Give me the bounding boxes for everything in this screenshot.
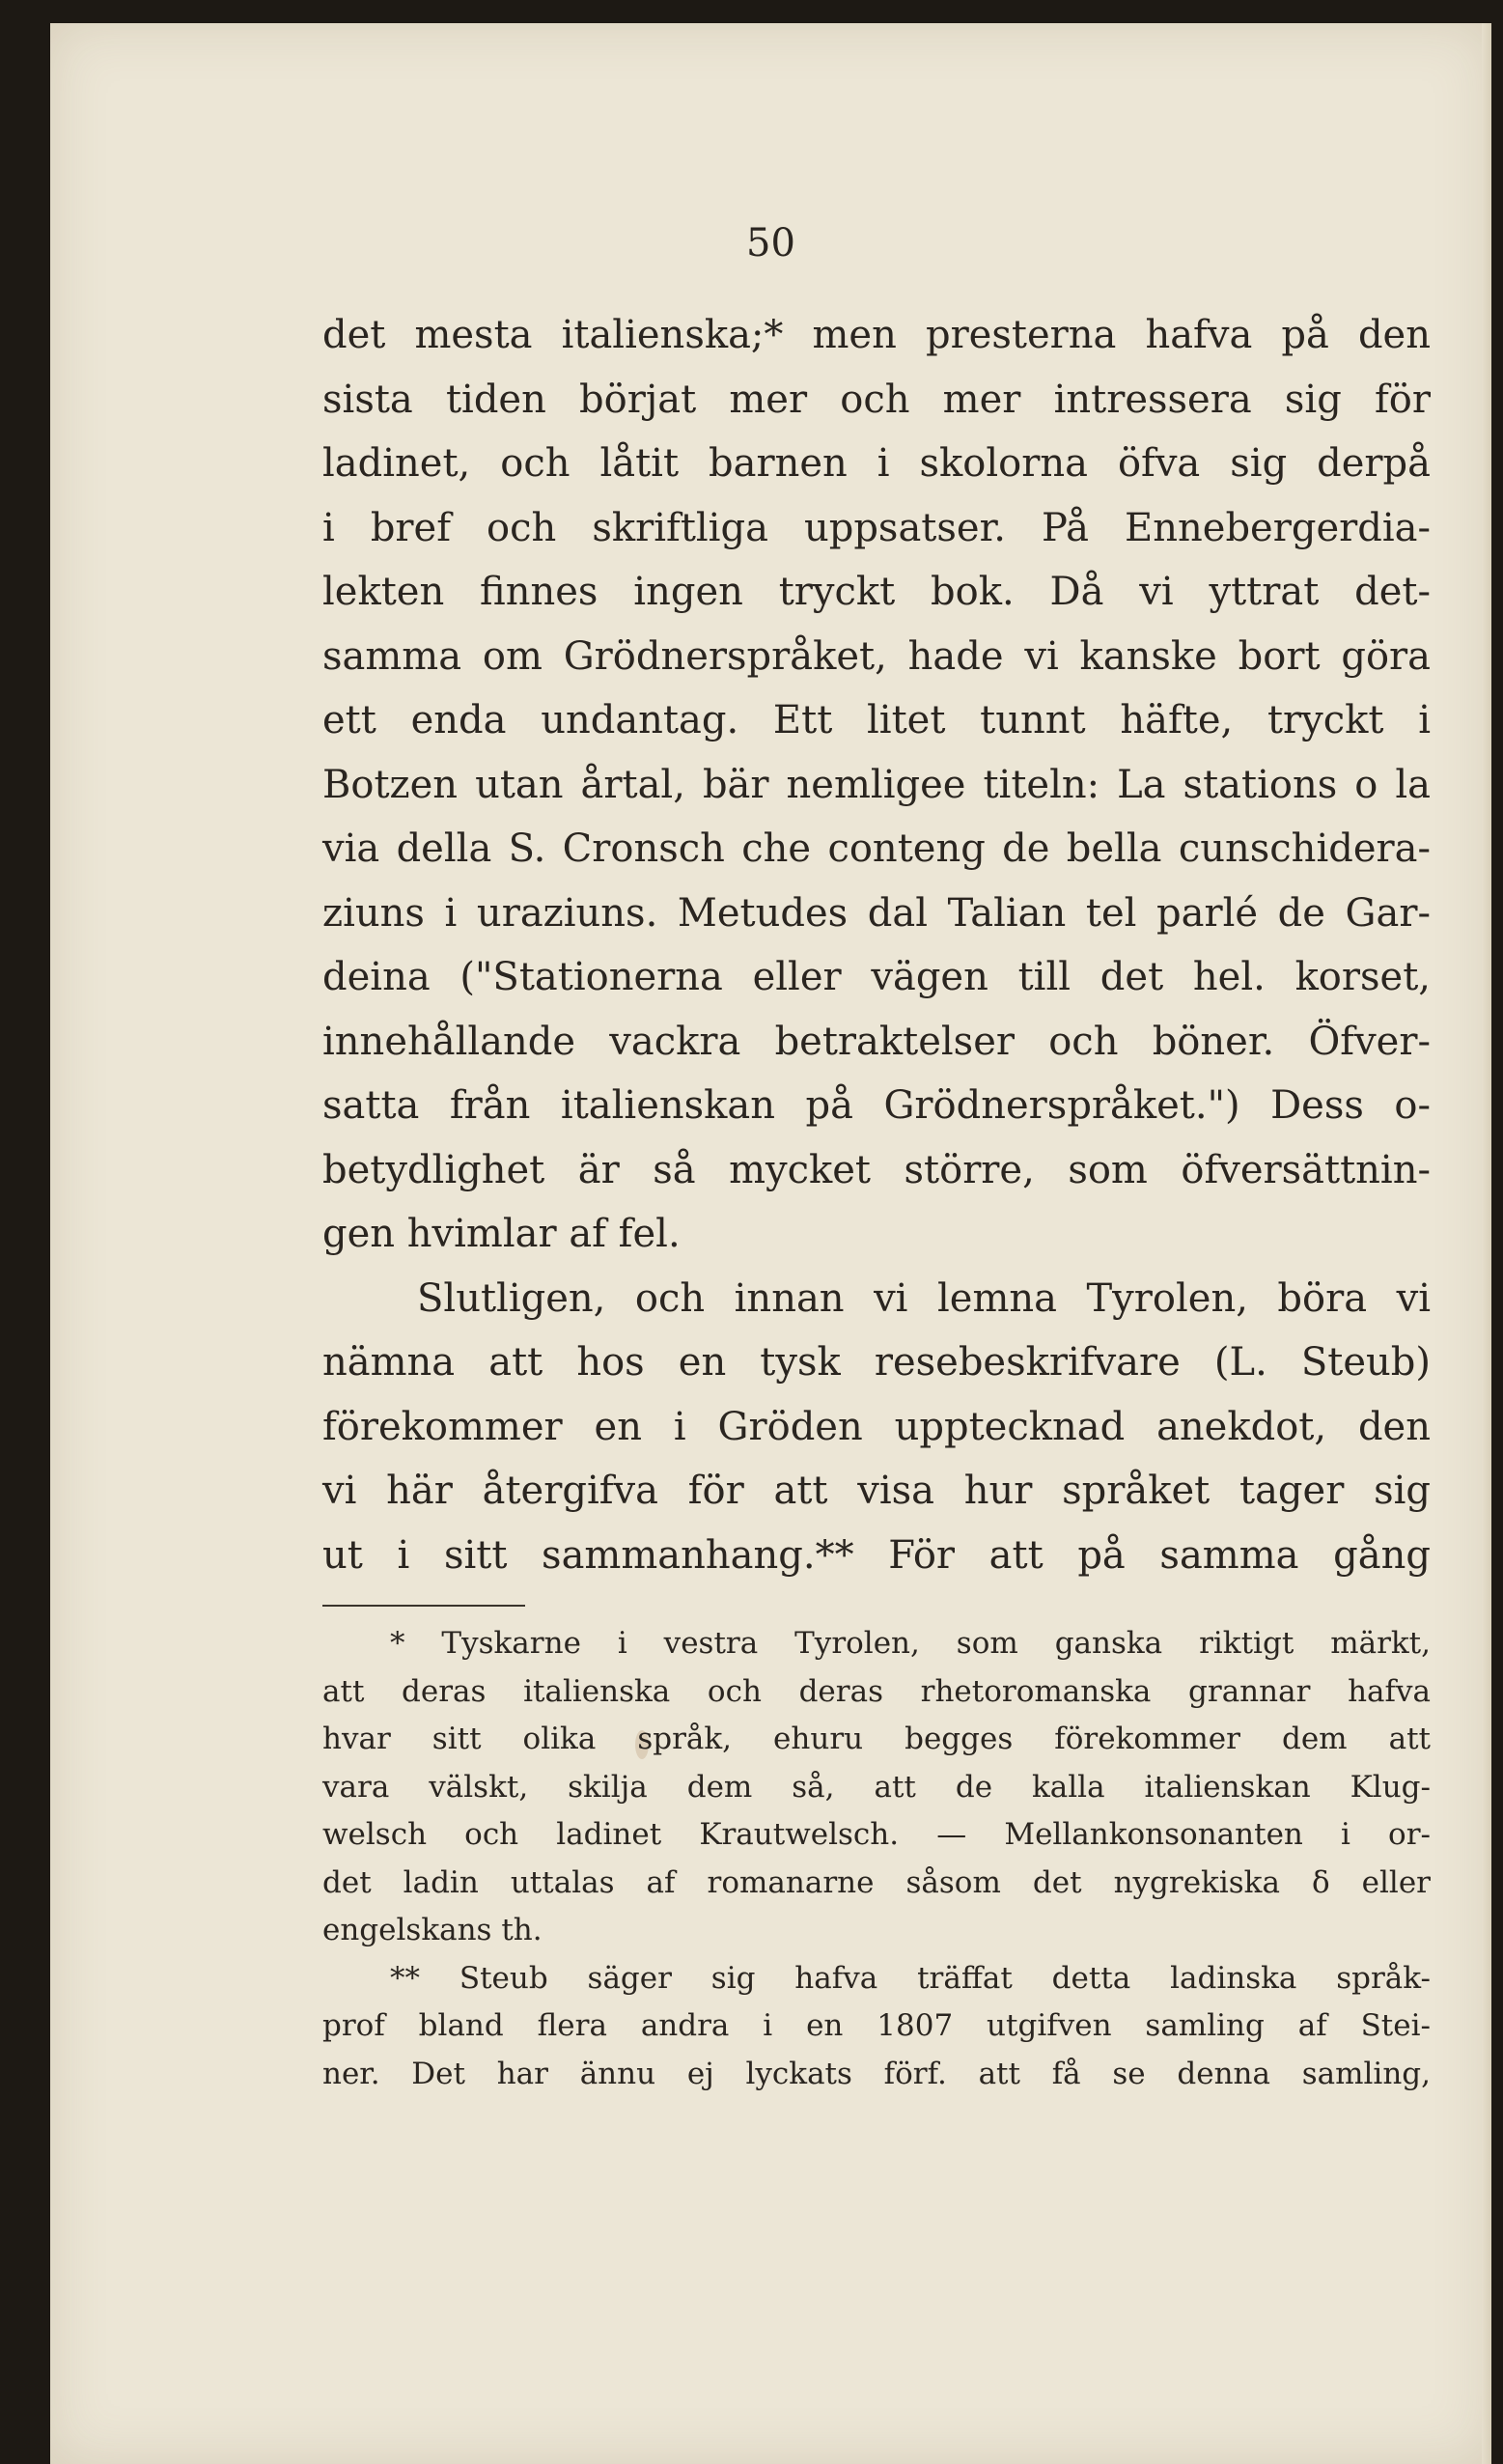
text-line: sista tiden börjat mer och mer intressera sig för	[322, 377, 1431, 422]
text-line: ut i sitt sammanhang.** För att på samma gång	[322, 1532, 1431, 1578]
text-line: nämna att hos en tysk resebeskrifvare (L. Steub)	[322, 1340, 1431, 1385]
text-line: innehållande vackra betraktelser och böner. Öfver-	[322, 1019, 1431, 1064]
text-line: förekommer en i Gröden upptecknad anekdot, den	[322, 1404, 1431, 1449]
text-line: lekten finnes ingen tryckt bok. Då vi yttrat det-	[322, 570, 1431, 614]
footnote-line: det ladin uttalas af romanarne såsom det nygrekiska δ eller	[322, 1864, 1431, 1900]
text-line: Slutligen, och innan vi lemna Tyrolen, böra vi	[417, 1275, 1431, 1321]
page-edge	[1482, 23, 1491, 2464]
main-text	[322, 303, 1431, 2098]
text-line: det mesta italienska;* men presterna hafva på den	[322, 313, 1431, 357]
text-line: satta från italienskan på Grödnerspråket.") Dess o-	[322, 1083, 1431, 1128]
footnote-line: att deras italienska och deras rhetoromanska grannar hafva	[322, 1673, 1431, 1709]
footnote-divider	[322, 1605, 525, 1607]
footnote-line: engelskans th.	[322, 1913, 543, 1947]
text-line: i bref och skriftliga uppsatser. På Ennebergerdia-	[322, 505, 1431, 550]
footnote-line: ner. Det har ännu ej lyckats förf. att få se denna samling,	[322, 2056, 1431, 2091]
page-number: 50	[746, 221, 795, 266]
footnote-line: prof bland flera andra i en 1807 utgifven samling af Stei-	[322, 2008, 1431, 2043]
text-line: betydlighet är så mycket större, som öfversättnin-	[322, 1147, 1431, 1192]
footnote-line: hvar sitt olika språk, ehuru begges förekommer dem att	[322, 1722, 1431, 1756]
footnote-line: vara välskt, skilja dem så, att de kalla italienskan Klug-	[322, 1769, 1431, 1805]
text-line: ziuns i uraziuns. Metudes dal Talian tel parlé de Gar-	[322, 890, 1431, 936]
text-line: samma om Grödnerspråket, hade vi kanske bort göra	[322, 633, 1431, 679]
footnote-line: ** Steub säger sig hafva träffat detta ladinska språk-	[390, 1960, 1431, 1996]
text-line: deina ("Stationerna eller vägen till det hel. korset,	[322, 955, 1431, 999]
text-line: gen hvimlar af fel.	[322, 1212, 681, 1256]
text-line: Botzen utan årtal, bär nemligee titeln: La stations o la	[322, 762, 1431, 807]
text-line: vi här återgifva för att visa hur språket tager sig	[322, 1469, 1431, 1513]
text-line: ladinet, och låtit barnen i skolorna öfva sig derpå	[322, 441, 1431, 486]
text-line: ett enda undantag. Ett litet tunnt häfte, tryckt i	[322, 698, 1431, 742]
book-page	[50, 23, 1491, 2464]
text-line: via della S. Cronsch che conteng de bella cunschidera-	[322, 826, 1431, 871]
footnote-line: * Tyskarne i vestra Tyrolen, som ganska riktigt märkt,	[390, 1626, 1431, 1661]
footnote-line: welsch och ladinet Krautwelsch. — Mellankonsonanten i or-	[322, 1817, 1431, 1852]
